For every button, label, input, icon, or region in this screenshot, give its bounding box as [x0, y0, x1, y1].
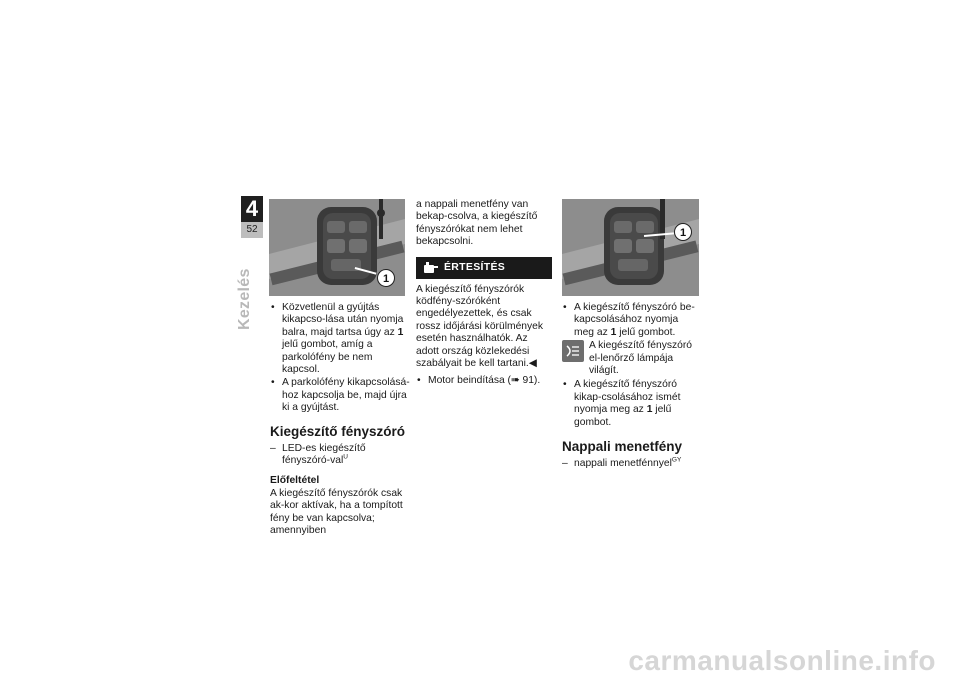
- bullet-aux-light-on: • A kiegészítő fényszóró be-kapcsolásához nyomja meg az 1 jelű gombot.: [562, 302, 700, 339]
- page-number: 52: [241, 222, 263, 238]
- handlebar-switch-photo-left: [269, 199, 405, 296]
- handlebar-switch-photo-right: [562, 199, 699, 296]
- bullet-parking-light-off: • A parkolófény kikapcsolásá-hoz kapcsolja be, majd újra ki a gyújtást.: [270, 377, 410, 414]
- aux-light-indicator-icon: [562, 340, 584, 362]
- callout-1-right: 1: [674, 223, 692, 241]
- bullet-start-engine: • Motor beindítása (➠ 91).: [416, 375, 552, 387]
- bullet-aux-light-off: • A kiegészítő fényszóró kikap-csolásához ismét nyomja meg az 1 jelű gombot.: [562, 379, 700, 429]
- heading-auxiliary-lights: Kiegészítő fényszóró: [270, 423, 406, 439]
- chapter-number: 4: [241, 196, 263, 222]
- notice-text: A kiegészítő fényszórók ködfény-szóróként engedélyezettek, és csak rossz időjárási körülmények esetén használhatók. Az adott ország közlekedési szabályait be kell tartani.◀: [416, 283, 544, 370]
- column-3: [562, 302, 700, 470]
- bullet-parking-light-on: • Közvetlenül a gyújtás kikapcso-lása után nyomja balra, majd tartsa úgy az 1 jelű gombot, amíg a parkolófény be nem kapcsol.: [270, 302, 410, 376]
- notice-label: ÉRTESÍTÉS: [444, 261, 506, 274]
- column-2: [416, 199, 552, 389]
- indicator-row: [562, 340, 700, 377]
- notice-bar: [416, 257, 552, 279]
- column-1: [270, 302, 410, 538]
- continued-text: a nappali menetfény van bekap-csolva, a kiegészítő fényszórókat nem lehet bekapcsolni.: [416, 199, 538, 248]
- watermark: carmanualsonline.info: [628, 645, 936, 676]
- prerequisite-text: A kiegészítő fényszórók csak ak-kor aktívak, ha a tompított fény be van kapcsolva; amennyiben: [270, 487, 403, 537]
- subheading-prerequisite: Előfeltétel: [270, 475, 320, 487]
- daytime-light-equipment-note: – nappali menetfénnyel$^{GY}$: [562, 458, 700, 470]
- heading-daytime-running-light: Nappali menetfény: [562, 439, 683, 455]
- section-label: Kezelés: [236, 268, 253, 330]
- notice-hand-icon: [424, 262, 438, 274]
- equipment-note: – LED-es kiegészítő fényszóró-val$^U$: [270, 443, 410, 468]
- callout-1-left: 1: [377, 269, 395, 287]
- indicator-text: A kiegészítő fényszóró el-lenőrző lámpája világít.: [589, 340, 693, 377]
